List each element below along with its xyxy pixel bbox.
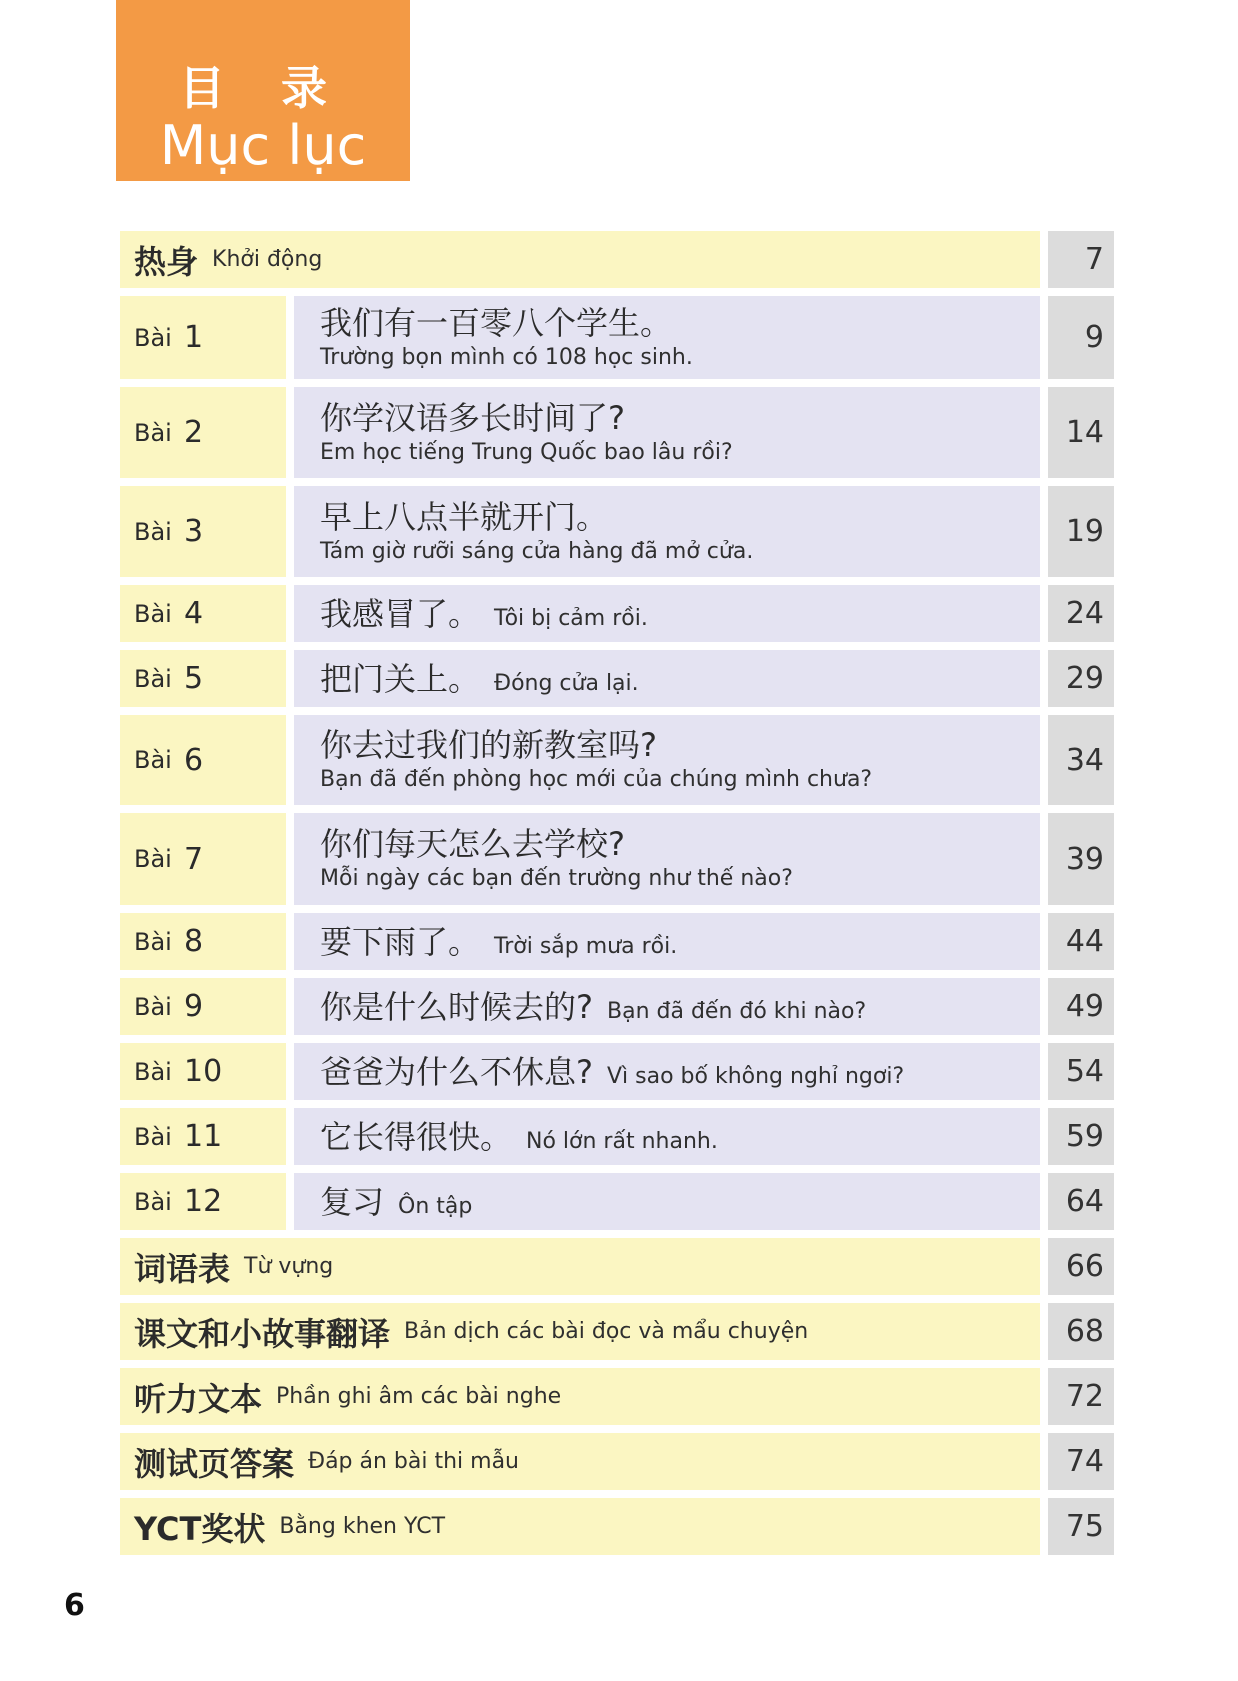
- lesson-page-number: 9: [1048, 296, 1114, 379]
- lesson-number: 7: [184, 841, 204, 877]
- toc-row-lesson-5[interactable]: [120, 650, 1114, 707]
- lesson-page-number: 24: [1048, 585, 1114, 642]
- lesson-title: [294, 715, 1040, 805]
- lesson-title: [294, 1173, 1040, 1230]
- lesson-number: 3: [184, 514, 204, 549]
- appendix-title-vietnamese: Bản dịch các bài đọc và mẩu chuyện: [404, 1319, 809, 1344]
- lesson-page-number: 34: [1048, 715, 1114, 805]
- toc-row-listening-scripts[interactable]: [120, 1368, 1114, 1425]
- lesson-title-chinese: 要下雨了。: [320, 922, 481, 961]
- lesson-title: [294, 486, 1040, 577]
- lesson-page-number: 44: [1048, 913, 1114, 970]
- lesson-word: Bài: [134, 1122, 172, 1151]
- lesson-word: Bài: [134, 746, 172, 774]
- lesson-title: [294, 813, 1040, 905]
- lesson-label: [120, 913, 286, 970]
- lesson-title-chinese: 早上八点半就开门。: [320, 497, 609, 536]
- toc-row-lesson-2[interactable]: [120, 387, 1114, 478]
- appendix-title-chinese: 词语表: [134, 1249, 231, 1288]
- lesson-label: [120, 978, 286, 1035]
- toc-title-vietnamese: Mục lục: [159, 114, 367, 177]
- appendix-title-chinese: 课文和小故事翻译: [134, 1314, 391, 1353]
- toc-row-answer-key[interactable]: [120, 1433, 1114, 1490]
- appendix-page-number: 74: [1048, 1433, 1114, 1490]
- lesson-number: 4: [184, 596, 204, 631]
- lesson-page-number: 14: [1048, 387, 1114, 478]
- warmup-title-vietnamese: Khởi động: [212, 247, 323, 272]
- lesson-title-chinese: 你学汉语多长时间了?: [320, 398, 625, 437]
- lesson-title: [294, 913, 1040, 970]
- lesson-title-vietnamese: Đóng cửa lại.: [494, 670, 639, 696]
- lesson-page-number: 54: [1048, 1043, 1114, 1100]
- lesson-number: 9: [184, 989, 204, 1024]
- lesson-label: [120, 296, 286, 379]
- appendix-title-vietnamese: Đáp án bài thi mẫu: [308, 1449, 520, 1474]
- appendix-title-vietnamese: Phần ghi âm các bài nghe: [276, 1384, 562, 1409]
- lesson-label: [120, 585, 286, 642]
- lesson-title: [294, 1043, 1040, 1100]
- toc-row-lesson-8[interactable]: [120, 913, 1114, 970]
- lesson-word: Bài: [134, 323, 172, 352]
- lesson-word: Bài: [134, 1057, 172, 1086]
- toc-row-lesson-4[interactable]: [120, 585, 1114, 642]
- toc-row-lesson-6[interactable]: [120, 715, 1114, 805]
- toc-row-vocabulary[interactable]: [120, 1238, 1114, 1295]
- lesson-label: [120, 486, 286, 577]
- lesson-number: 5: [184, 661, 204, 696]
- lesson-page-number: 29: [1048, 650, 1114, 707]
- toc-row-translations[interactable]: [120, 1303, 1114, 1360]
- lesson-label: [120, 650, 286, 707]
- lesson-number: 1: [184, 320, 204, 355]
- lesson-label: [120, 813, 286, 905]
- lesson-title-vietnamese: Nó lớn rất nhanh.: [526, 1128, 718, 1154]
- lesson-word: Bài: [134, 845, 172, 873]
- toc-row-lesson-3[interactable]: [120, 486, 1114, 577]
- lesson-label: [120, 715, 286, 805]
- lesson-page-number: 39: [1048, 813, 1114, 905]
- lesson-title: [294, 585, 1040, 642]
- toc-row-lesson-12[interactable]: [120, 1173, 1114, 1230]
- appendix-page-number: 66: [1048, 1238, 1114, 1295]
- lesson-title-chinese: 我们有一百零八个学生。: [320, 303, 673, 342]
- lesson-title-chinese: 爸爸为什么不休息?: [320, 1052, 593, 1091]
- toc-row-certificate[interactable]: [120, 1498, 1114, 1555]
- lesson-number: 11: [184, 1119, 223, 1154]
- lesson-number: 2: [184, 415, 204, 450]
- lesson-title-chinese: 复习: [320, 1182, 385, 1221]
- lesson-word: Bài: [134, 927, 172, 956]
- lesson-title: [294, 650, 1040, 707]
- lesson-title-vietnamese: Tám giờ rưỡi sáng cửa hàng đã mở cửa.: [320, 538, 754, 564]
- lesson-title: [294, 387, 1040, 478]
- lesson-word: Bài: [134, 517, 172, 546]
- toc-title-chinese: 目 录: [178, 61, 347, 115]
- lesson-title: [294, 978, 1040, 1035]
- lesson-title-vietnamese: Bạn đã đến đó khi nào?: [607, 998, 867, 1024]
- lesson-page-number: 49: [1048, 978, 1114, 1035]
- toc-row-lesson-1[interactable]: [120, 296, 1114, 379]
- lesson-number: 12: [184, 1184, 223, 1219]
- lesson-title-chinese: 你去过我们的新教室吗?: [320, 726, 657, 764]
- appendix-title-chinese: 测试页答案: [134, 1444, 295, 1483]
- appendix-page-number: 75: [1048, 1498, 1114, 1555]
- lesson-page-number: 59: [1048, 1108, 1114, 1165]
- appendix-title-chinese: 听力文本: [134, 1379, 263, 1418]
- lesson-title: [294, 1108, 1040, 1165]
- lesson-title-chinese: 它长得很快。: [320, 1117, 513, 1156]
- lesson-word: Bài: [134, 418, 172, 447]
- lesson-title-vietnamese: Tôi bị cảm rồi.: [494, 605, 648, 631]
- page-number-warmup: 7: [1048, 231, 1114, 288]
- lesson-label: [120, 1173, 286, 1230]
- lesson-label: [120, 1043, 286, 1100]
- lesson-page-number: 19: [1048, 486, 1114, 577]
- lesson-word: Bài: [134, 664, 172, 693]
- appendix-page-number: 72: [1048, 1368, 1114, 1425]
- toc-row-warmup[interactable]: [120, 231, 1114, 288]
- toc-title-box: [116, 0, 410, 181]
- appendix-title-vietnamese: Bằng khen YCT: [279, 1514, 446, 1539]
- appendix-title-vietnamese: Từ vựng: [244, 1254, 334, 1279]
- lesson-title-chinese: 我感冒了。: [320, 594, 481, 633]
- lesson-word: Bài: [134, 992, 172, 1021]
- toc-row-lesson-7[interactable]: [120, 813, 1114, 905]
- lesson-title-chinese: 你是什么时候去的?: [320, 987, 593, 1026]
- appendix-page-number: 68: [1048, 1303, 1114, 1360]
- toc-row-lesson-10[interactable]: [120, 1043, 1114, 1100]
- lesson-title-vietnamese: Bạn đã đến phòng học mới của chúng mình chưa?: [320, 767, 873, 792]
- lesson-word: Bài: [134, 1187, 172, 1216]
- lesson-word: Bài: [134, 599, 172, 628]
- lesson-title: [294, 296, 1040, 379]
- lesson-title-vietnamese: Em học tiếng Trung Quốc bao lâu rồi?: [320, 439, 733, 465]
- appendix-title-chinese: YCT奖状: [134, 1509, 266, 1548]
- lesson-number: 8: [184, 924, 204, 959]
- lesson-title-vietnamese: Ôn tập: [398, 1193, 473, 1219]
- warmup-title-chinese: 热身: [134, 242, 199, 281]
- lesson-number: 6: [184, 742, 204, 778]
- lesson-title-chinese: 把门关上。: [320, 659, 481, 698]
- lesson-number: 10: [184, 1054, 223, 1089]
- lesson-title-vietnamese: Trường bọn mình có 108 học sinh.: [320, 344, 693, 370]
- lesson-title-chinese: 你们每天怎么去学校?: [320, 825, 625, 863]
- lesson-label: [120, 387, 286, 478]
- toc-row-lesson-9[interactable]: [120, 978, 1114, 1035]
- lesson-page-number: 64: [1048, 1173, 1114, 1230]
- lesson-title-vietnamese: Trời sắp mưa rồi.: [494, 933, 678, 959]
- page-number: 6: [64, 1588, 85, 1623]
- lesson-title-vietnamese: Vì sao bố không nghỉ ngơi?: [607, 1063, 905, 1089]
- lesson-label: [120, 1108, 286, 1165]
- toc-row-lesson-11[interactable]: [120, 1108, 1114, 1165]
- lesson-title-vietnamese: Mỗi ngày các bạn đến trường như thế nào?: [320, 866, 793, 891]
